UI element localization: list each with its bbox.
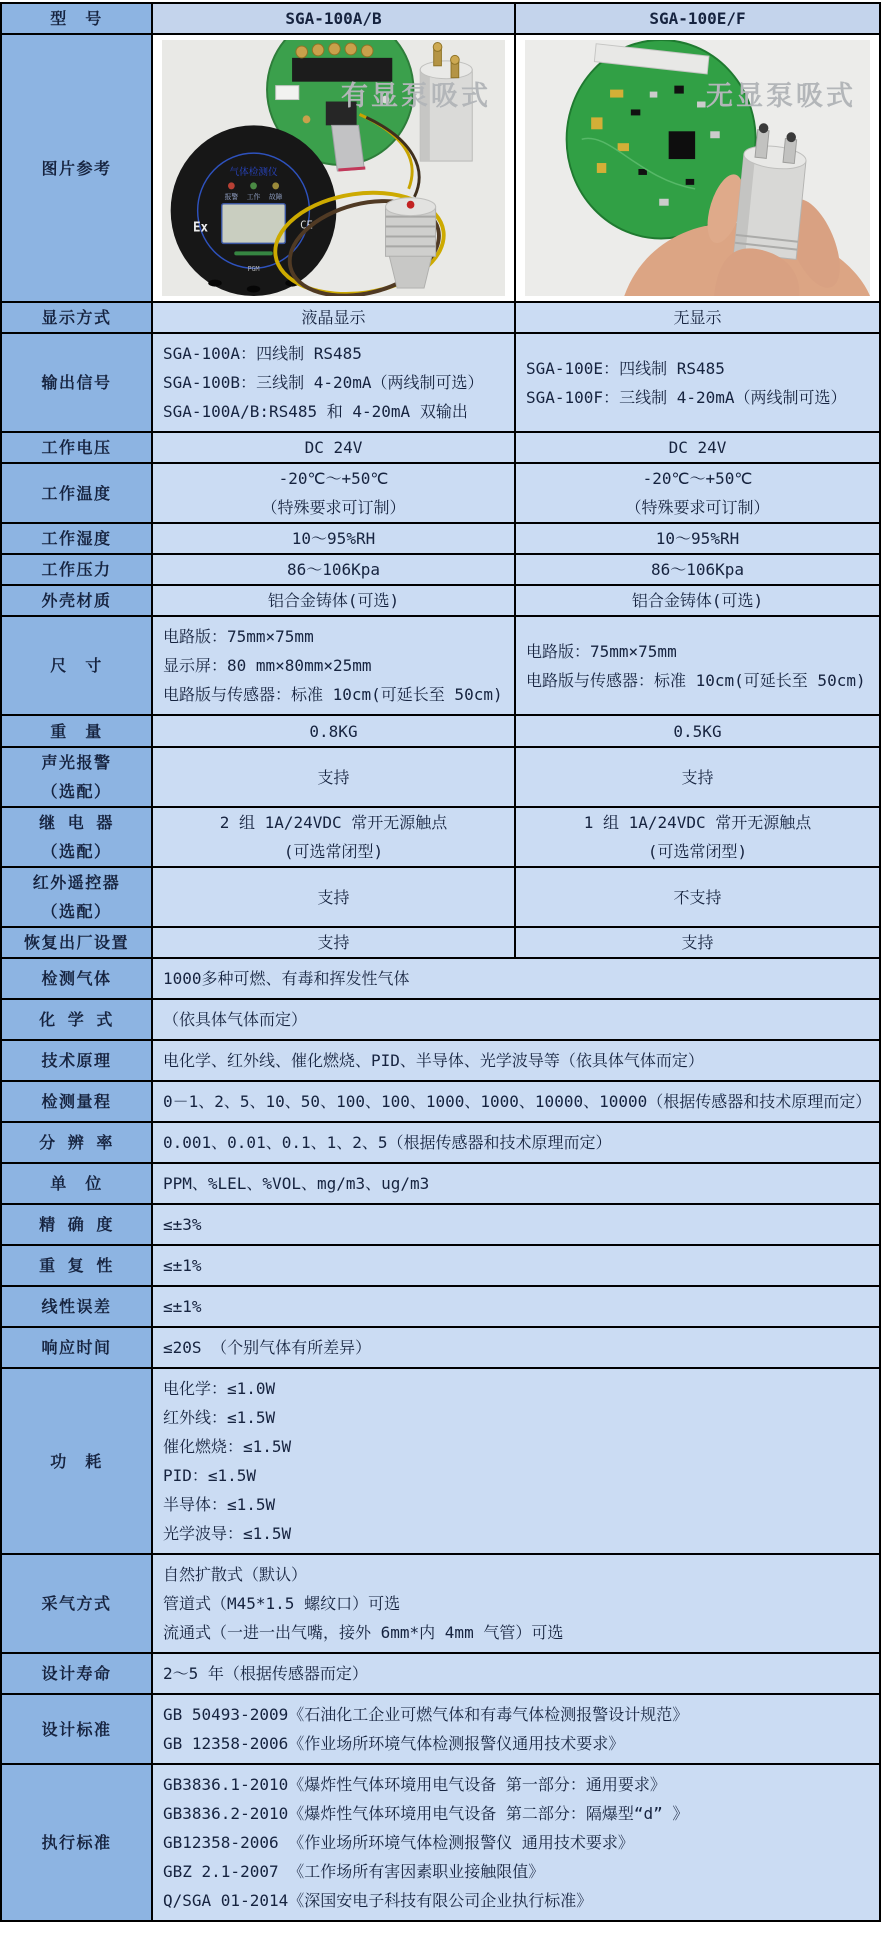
- spec-label-cell: [2, 1695, 153, 1763]
- spec-value-cell-right: [516, 808, 879, 866]
- spec-label-cell: [2, 303, 153, 332]
- led-label-work: 工作: [246, 192, 261, 201]
- spec-row: [2, 1164, 879, 1205]
- brand-text-green: [234, 251, 273, 255]
- spec-text-line: 输出信号: [41, 373, 112, 392]
- spec-text-line: 显示屏：80 mm×80mm×25mm: [163, 656, 372, 675]
- product-photo-right-cell: [516, 35, 879, 301]
- spec-value-cell-span: [153, 1695, 879, 1763]
- spec-label-cell: [2, 928, 153, 957]
- detector-illustration: [171, 125, 337, 296]
- spec-label-cell: [2, 748, 153, 806]
- product-photo-right: [525, 40, 870, 296]
- spec-text-line: （特殊要求可订制）: [625, 498, 770, 517]
- spec-value-cell-left: [153, 555, 516, 584]
- spec-text-line: 功 耗: [50, 1451, 103, 1471]
- spec-text-line: 0.001、0.01、0.1、1、2、5（根据传感器和技术原理而定）: [163, 1133, 612, 1152]
- spec-text-line: 线性误差: [41, 1297, 112, 1316]
- spec-text-line: 工作电压: [41, 438, 112, 457]
- spec-row: [2, 1654, 879, 1695]
- spec-text-line: 半导体：≤1.5W: [163, 1495, 276, 1514]
- spec-text-line: 不支持: [673, 887, 722, 907]
- ex-mark: Ex: [193, 219, 209, 235]
- spec-row: [2, 808, 879, 868]
- spec-text-line: 红外遥控器: [32, 873, 121, 892]
- spec-text-line: ≤±1%: [163, 1256, 202, 1275]
- spec-value-cell-span: [153, 1082, 879, 1121]
- spec-text-line: 红外线：≤1.5W: [163, 1408, 276, 1427]
- spec-text-line: 分 辨 率: [39, 1133, 114, 1152]
- spec-text-line: 恢复出厂设置: [23, 933, 129, 952]
- spec-text-line: 设计标准: [41, 1719, 112, 1739]
- spec-text-line: 电化学、红外线、催化燃烧、PID、半导体、光学波导等（依具体气体而定）: [163, 1051, 704, 1070]
- spec-text-line: 支持: [317, 933, 350, 952]
- ce-mark: CE: [300, 218, 313, 232]
- spec-row: [2, 334, 879, 433]
- pgm-label: PGM: [247, 265, 260, 274]
- spec-value-cell-left: [153, 716, 516, 746]
- spec-value-cell-span: [153, 1000, 879, 1039]
- spec-text-line: 重 量: [50, 721, 103, 741]
- spec-text-line: 尺 寸: [50, 656, 103, 675]
- image-reference-row: [2, 35, 879, 303]
- spec-text-line: 重 复 性: [39, 1256, 114, 1275]
- spec-text-line: GB 12358-2006《作业场所环境气体检测报警仪通用技术要求》: [163, 1734, 625, 1753]
- spec-text-line: 电路版：75mm×75mm: [526, 641, 677, 661]
- spec-value-cell-span: [153, 1205, 879, 1244]
- spec-text-line: 1 组 1A/24VDC 常开无源触点: [583, 813, 812, 832]
- spec-label-cell: [2, 464, 153, 522]
- spec-text-line: ≤±1%: [163, 1297, 202, 1316]
- spec-text-line: （选配）: [41, 902, 112, 921]
- spec-text-line: 自然扩散式（默认）: [163, 1565, 308, 1584]
- spec-row: [2, 928, 879, 959]
- spec-text-line: 电路版：75mm×75mm: [163, 627, 314, 646]
- spec-text-line: （选配）: [41, 842, 112, 861]
- spec-value-cell-left: [153, 928, 516, 957]
- spec-row: [2, 1082, 879, 1123]
- header-model-ef: SGA-100E/F: [649, 9, 746, 28]
- spec-text-line: 光学波导：≤1.5W: [163, 1524, 292, 1543]
- spec-label-cell: [2, 1205, 153, 1244]
- work-led-icon: [250, 182, 257, 189]
- spec-text-line: 无显示: [673, 308, 722, 327]
- spec-label-cell: [2, 716, 153, 746]
- spec-label-cell: [2, 808, 153, 866]
- spec-text-line: GB12358-2006 《作业场所环境气体检测报警仪 通用技术要求》: [163, 1833, 634, 1852]
- spec-text-line: 技术原理: [41, 1051, 112, 1070]
- spec-text-line: 支持: [317, 767, 350, 787]
- spec-text-line: 工作压力: [41, 560, 112, 579]
- spec-text-line: SGA-100A/B:RS485 和 4-20mA 双输出: [163, 402, 468, 421]
- spec-row: [2, 1287, 879, 1328]
- spec-value-cell-span: [153, 1287, 879, 1326]
- spec-text-line: ≤±3%: [163, 1215, 202, 1234]
- spec-label-cell: [2, 1246, 153, 1285]
- spec-value-cell-left: [153, 464, 516, 522]
- spec-label-cell: [2, 586, 153, 615]
- spec-text-line: SGA-100A：四线制 RS485: [163, 344, 362, 363]
- spec-label-cell: [2, 1654, 153, 1693]
- spec-label-cell: [2, 1164, 153, 1203]
- spec-text-line: -20℃～+50℃: [278, 469, 389, 488]
- spec-value-cell-right: [516, 586, 879, 615]
- spec-text-line: PID：≤1.5W: [163, 1466, 257, 1485]
- spec-row: [2, 1205, 879, 1246]
- spec-label-cell: [2, 1041, 153, 1080]
- spec-text-line: GBZ 2.1-2007 《工作场所有害因素职业接触限值》: [163, 1862, 545, 1881]
- spec-label-cell: [2, 959, 153, 998]
- spec-value-cell-span: [153, 1654, 879, 1693]
- led-label-fault: 故障: [268, 192, 283, 201]
- spec-text-line: 响应时间: [41, 1338, 112, 1357]
- spec-text-line: DC 24V: [668, 438, 727, 457]
- detector-title: 气体检测仪: [229, 166, 278, 178]
- spec-text-line: 0－1、2、5、10、50、100、100、1000、1000、10000、10000（根据传感器和技术原理而定）: [163, 1092, 872, 1111]
- spec-row: [2, 748, 879, 808]
- spec-text-line: ≤20S （个别气体有所差异）: [163, 1338, 372, 1357]
- spec-text-line: （特殊要求可订制）: [261, 498, 406, 517]
- spec-text-line: 继 电 器: [39, 813, 114, 832]
- spec-text-line: 支持: [681, 767, 714, 787]
- spec-text-line: 支持: [317, 887, 350, 907]
- spec-row: [2, 1555, 879, 1654]
- spec-text-line: (可选常闭型): [283, 842, 384, 861]
- spec-value-cell-span: [153, 1164, 879, 1203]
- header-model-ab: SGA-100A/B: [285, 9, 382, 28]
- spec-value-cell-left: [153, 433, 516, 462]
- spec-text-line: PPM、%LEL、%VOL、mg/m3、ug/m3: [163, 1174, 430, 1193]
- spec-row: [2, 303, 879, 334]
- spec-value-cell-right: [516, 748, 879, 806]
- spec-text-line: 化 学 式: [39, 1010, 114, 1029]
- spec-value-cell-right: [516, 334, 879, 431]
- spec-text-line: 铝合金铸体(可选): [267, 591, 400, 610]
- spec-text-line: 设计寿命: [41, 1664, 112, 1683]
- spec-text-line: 86～106Kpa: [650, 560, 745, 579]
- header-model-label-cell: [2, 4, 153, 33]
- spec-text-line: 单 位: [50, 1174, 103, 1193]
- spec-row: [2, 586, 879, 617]
- spec-text-line: 2～5 年（根据传感器而定）: [163, 1664, 368, 1683]
- spec-value-cell-right: [516, 524, 879, 553]
- spec-text-line: 催化燃烧：≤1.5W: [163, 1437, 292, 1456]
- spec-text-line: 电路版与传感器：标准 10cm(可延长至 50cm): [163, 685, 503, 704]
- spec-label-cell: [2, 1369, 153, 1553]
- spec-label-cell: [2, 1765, 153, 1920]
- spec-text-line: -20℃～+50℃: [642, 469, 753, 488]
- table-header-row: [2, 4, 879, 35]
- spec-text-line: GB3836.1-2010《爆炸性气体环境用电气设备 第一部分：通用要求》: [163, 1775, 666, 1794]
- spec-label-cell: [2, 1082, 153, 1121]
- spec-text-line: 电化学：≤1.0W: [163, 1379, 276, 1398]
- watermark-right: 无显泵吸式: [706, 81, 856, 112]
- spec-text-line: 流通式（一进一出气嘴，接外 6mm*内 4mm 气管）可选: [163, 1623, 564, 1642]
- spec-row: [2, 1123, 879, 1164]
- spec-text-line: 0.8KG: [309, 721, 358, 741]
- spec-text-line: 声光报警: [41, 753, 112, 772]
- spec-text-line: SGA-100F：三线制 4-20mA（两线制可选）: [526, 387, 847, 407]
- watermark-left: 有显泵吸式: [341, 81, 491, 112]
- spec-row: [2, 433, 879, 464]
- spec-value-cell-right: [516, 928, 879, 957]
- spec-label-cell: [2, 433, 153, 462]
- spec-row: [2, 1369, 879, 1555]
- fault-led-icon: [272, 182, 279, 189]
- spec-label-cell: [2, 1555, 153, 1652]
- header-model-ab-cell: [153, 4, 516, 33]
- spec-row: [2, 555, 879, 586]
- image-row-label-cell: [2, 35, 153, 301]
- spec-text-line: 精 确 度: [39, 1215, 114, 1234]
- spec-text-line: SGA-100B：三线制 4-20mA（两线制可选）: [163, 373, 484, 392]
- spec-value-cell-right: [516, 303, 879, 332]
- spec-row: [2, 1246, 879, 1287]
- spec-text-line: 1000多种可燃、有毒和挥发性气体: [163, 969, 410, 988]
- spec-text-line: Q/SGA 01-2014《深国安电子科技有限公司企业执行标准》: [163, 1891, 593, 1910]
- spec-value-cell-span: [153, 1369, 879, 1553]
- lcd-screen: [222, 204, 286, 244]
- spec-row: [2, 524, 879, 555]
- spec-text-line: 86～106Kpa: [286, 560, 381, 579]
- product-photo-left: [162, 40, 505, 296]
- spec-value-cell-left: [153, 868, 516, 926]
- spec-text-line: 2 组 1A/24VDC 常开无源触点: [219, 813, 448, 832]
- spec-row: [2, 1695, 879, 1765]
- main-ic-chip: [669, 131, 695, 159]
- spec-text-line: 支持: [681, 933, 714, 952]
- spec-value-cell-left: [153, 586, 516, 615]
- red-dot: [407, 201, 415, 209]
- spec-row: [2, 617, 879, 716]
- spec-value-cell-left: [153, 748, 516, 806]
- spec-value-cell-span: [153, 959, 879, 998]
- spec-value-cell-left: [153, 617, 516, 714]
- spec-text-line: SGA-100E：四线制 RS485: [526, 358, 725, 378]
- spec-text-line: 液晶显示: [301, 308, 366, 327]
- spec-text-line: 铝合金铸体(可选): [631, 591, 764, 610]
- spec-text-line: DC 24V: [304, 438, 363, 457]
- spec-value-cell-right: [516, 555, 879, 584]
- spec-row: [2, 464, 879, 524]
- spec-value-cell-span: [153, 1246, 879, 1285]
- spec-label-cell: [2, 1287, 153, 1326]
- spec-text-line: 10～95%RH: [291, 529, 376, 548]
- spec-value-cell-right: [516, 868, 879, 926]
- header-model-ef-cell: [516, 4, 879, 33]
- spec-text-line: 采气方式: [41, 1594, 112, 1613]
- alarm-led-icon: [228, 182, 235, 189]
- spec-label-cell: [2, 868, 153, 926]
- spec-value-cell-span: [153, 1123, 879, 1162]
- spec-value-cell-right: [516, 716, 879, 746]
- spec-text-line: （选配）: [41, 782, 112, 801]
- spec-text-line: 检测量程: [41, 1092, 112, 1111]
- spec-label-cell: [2, 555, 153, 584]
- spec-text-line: 执行标准: [41, 1833, 112, 1852]
- spec-text-line: 工作温度: [41, 483, 112, 503]
- spec-text-line: GB3836.2-2010《爆炸性气体环境用电气设备 第二部分：隔爆型“d” 》: [163, 1804, 689, 1823]
- spec-row: [2, 959, 879, 1000]
- spec-value-cell-span: [153, 1328, 879, 1367]
- spec-label-cell: [2, 1328, 153, 1367]
- spec-row: [2, 1041, 879, 1082]
- spec-row: [2, 1000, 879, 1041]
- spec-row: [2, 1765, 879, 1920]
- led-label-alarm: 报警: [224, 192, 239, 201]
- spec-value-cell-left: [153, 808, 516, 866]
- spec-row: [2, 1328, 879, 1369]
- spec-text-line: 工作湿度: [41, 529, 112, 548]
- spec-value-cell-left: [153, 524, 516, 553]
- image-row-label: 图片参考: [41, 158, 112, 178]
- spec-text-line: 管道式（M45*1.5 螺纹口）可选: [163, 1594, 401, 1613]
- spec-text-line: 0.5KG: [673, 721, 722, 741]
- spec-text-line: GB 50493-2009《石油化工企业可燃气体和有毒气体检测报警设计规范》: [163, 1705, 689, 1724]
- spec-value-cell-right: [516, 464, 879, 522]
- spec-text-line: (可选常闭型): [647, 842, 748, 861]
- spec-value-cell-span: [153, 1555, 879, 1652]
- spec-label-cell: [2, 524, 153, 553]
- spec-value-cell-right: [516, 433, 879, 462]
- header-model-label: 型 号: [50, 9, 103, 28]
- product-photo-left-cell: [153, 35, 516, 301]
- spec-value-cell-left: [153, 334, 516, 431]
- spec-label-cell: [2, 1000, 153, 1039]
- spec-text-line: （依具体气体而定）: [163, 1010, 308, 1029]
- spec-row: [2, 868, 879, 928]
- spec-text-line: 显示方式: [41, 308, 112, 327]
- spec-text-line: 电路版与传感器：标准 10cm(可延长至 50cm): [526, 670, 866, 690]
- spec-value-cell-left: [153, 303, 516, 332]
- spec-text-line: 10～95%RH: [655, 529, 740, 548]
- spec-value-cell-right: [516, 617, 879, 714]
- spec-label-cell: [2, 1123, 153, 1162]
- spec-label-cell: [2, 617, 153, 714]
- spec-row: [2, 716, 879, 748]
- spec-value-cell-span: [153, 1041, 879, 1080]
- gas-detector-spec-table: [0, 2, 881, 1922]
- spec-text-line: 外壳材质: [41, 591, 112, 610]
- spec-label-cell: [2, 334, 153, 431]
- spec-text-line: 检测气体: [41, 969, 112, 988]
- spec-value-cell-span: [153, 1765, 879, 1920]
